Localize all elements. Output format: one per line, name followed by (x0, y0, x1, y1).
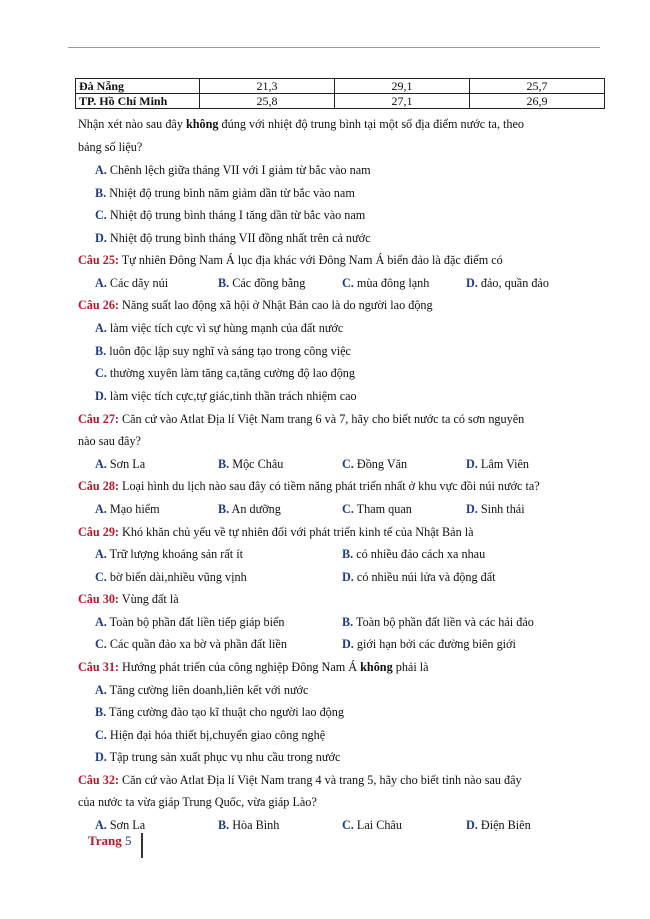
option-text: Đồng Văn (353, 457, 408, 471)
table-cell: 26,9 (470, 94, 605, 109)
q26-stem (78, 298, 433, 313)
q29-option-a (95, 547, 243, 562)
q32-stem (78, 773, 522, 788)
q24-option-c (95, 208, 365, 223)
q24-emphasis: không (185, 117, 219, 131)
q27-option-a (95, 457, 145, 472)
option-label: C. (342, 457, 354, 471)
question-label: Câu 28: (78, 479, 119, 493)
option-text: bờ biển dài,nhiều vũng vịnh (106, 570, 247, 584)
option-text: đảo, quần đảo (477, 276, 549, 290)
table-row (76, 79, 605, 94)
q32-option-d (466, 818, 531, 833)
q27-option-d (466, 457, 529, 472)
q28-option-d (466, 502, 525, 517)
temperature-table (75, 78, 605, 109)
table-cell-place: Đà Nẵng (76, 79, 200, 94)
q27-stem-line2: nào sau đây? (78, 434, 141, 448)
question-label: Câu 27: (78, 412, 119, 426)
q32-option-b (218, 818, 279, 833)
q30-option-d (342, 637, 516, 652)
option-label: C. (342, 276, 354, 290)
option-text: Chênh lệch giữa tháng VII với I giảm từ bắc vào nam (106, 163, 371, 177)
question-text: Loại hình du lịch nào sau đây có tiềm năng phát triển nhất ở khu vực đồi núi nước ta? (118, 479, 540, 493)
option-label: D. (342, 637, 354, 651)
q25-option-a (95, 276, 168, 291)
option-label: D. (466, 502, 478, 516)
option-label: A. (95, 502, 107, 516)
header-rule (68, 47, 600, 48)
q27-stem (78, 412, 524, 427)
option-label: D. (95, 389, 107, 403)
q27-option-c (342, 457, 407, 472)
option-text: Tăng cường đào tạo kĩ thuật cho người lao động (106, 705, 344, 719)
q29-option-b (342, 547, 485, 562)
q29-option-c (95, 570, 247, 585)
question-label: Câu 29: (78, 525, 119, 539)
option-text: Hòa Bình (229, 818, 280, 832)
q24-option-d (95, 231, 371, 246)
q26-option-a (95, 321, 343, 336)
option-label: B. (342, 615, 354, 629)
question-label: Câu 25: (78, 253, 119, 267)
q31-emphasis: không (360, 660, 393, 674)
q24-option-b (95, 186, 355, 201)
table-cell: 25,8 (200, 94, 335, 109)
q29-stem (78, 525, 474, 540)
option-label: B. (218, 818, 230, 832)
option-text: Toàn bộ phần đất liền và các hải đảo (353, 615, 534, 629)
option-text: làm việc tích cực vì sự hùng mạnh của đất nước (106, 321, 344, 335)
table-cell: 27,1 (335, 94, 470, 109)
option-label: D. (95, 750, 107, 764)
option-text: Mộc Châu (229, 457, 284, 471)
option-label: D. (95, 231, 107, 245)
q24-stem-text: đúng với nhiệt độ trung bình tại một số địa điểm nước ta, theo (218, 117, 525, 131)
option-label: A. (95, 615, 107, 629)
option-text: có nhiều núi lửa và động đất (353, 570, 496, 584)
option-label: C. (342, 818, 354, 832)
option-label: C. (342, 502, 354, 516)
option-label: A. (95, 457, 107, 471)
q26-option-b (95, 344, 351, 359)
q30-option-a (95, 615, 285, 630)
option-text: Sinh thái (477, 502, 525, 516)
option-text: Sơn La (106, 818, 146, 832)
table-row (76, 94, 605, 109)
q28-stem (78, 479, 540, 494)
option-text: Mạo hiểm (106, 502, 160, 516)
question-label: Câu 31: (78, 660, 119, 674)
option-text: Hiện đại hóa thiết bị,chuyển giao công nghệ (106, 728, 326, 742)
option-text: Toàn bộ phần đất liền tiếp giáp biển (106, 615, 285, 629)
q28-option-b (218, 502, 281, 517)
option-text: Các dãy núi (106, 276, 169, 290)
q31-option-c (95, 728, 325, 743)
question-text: Căn cứ vào Atlat Địa lí Việt Nam trang 4 và trang 5, hãy cho biết tỉnh nào sau đây (118, 773, 522, 787)
option-text: An dưỡng (229, 502, 281, 516)
q32-stem-line2: của nước ta vừa giáp Trung Quốc, vừa giáp Lào? (78, 795, 317, 809)
option-text: Tập trung sản xuất phục vụ nhu cầu trong nước (106, 750, 341, 764)
table-cell: 29,1 (335, 79, 470, 94)
q28-option-a (95, 502, 160, 517)
option-label: A. (95, 683, 107, 697)
q24-option-a (95, 163, 371, 178)
option-label: B. (218, 502, 230, 516)
question-label: Câu 32: (78, 773, 119, 787)
option-label: A. (95, 547, 107, 561)
option-text: giới hạn bởi các đường biên giới (353, 637, 516, 651)
footer-label: Trang (88, 833, 122, 848)
question-text: phải là (392, 660, 429, 674)
question-text: Vùng đất là (118, 592, 179, 606)
q32-option-c (342, 818, 402, 833)
q32-option-a (95, 818, 145, 833)
option-label: C. (95, 208, 107, 222)
option-text: làm việc tích cực,tự giác,tinh thần trách nhiệm cao (106, 389, 357, 403)
option-label: B. (342, 547, 354, 561)
option-label: C. (95, 728, 107, 742)
q26-option-c (95, 366, 355, 381)
option-text: Nhiệt độ trung bình tháng VII đồng nhất trên cả nước (106, 231, 371, 245)
q26-option-d (95, 389, 357, 404)
option-text: có nhiều đảo cách xa nhau (353, 547, 486, 561)
q24-stem-text: Nhận xét nào sau đây (78, 117, 186, 131)
option-text: Sơn La (106, 457, 146, 471)
option-text: Lai Châu (353, 818, 402, 832)
q31-option-a (95, 683, 308, 698)
option-text: Nhiệt độ trung bình năm giảm dần từ bắc vào nam (106, 186, 355, 200)
question-text: Căn cứ vào Atlat Địa lí Việt Nam trang 6 và 7, hãy cho biết nước ta có sơn nguyên (118, 412, 525, 426)
option-label: A. (95, 163, 107, 177)
option-label: D. (466, 818, 478, 832)
q25-option-d (466, 276, 549, 291)
option-text: thường xuyên làm tăng ca,tăng cường độ lao động (106, 366, 355, 380)
q30-option-b (342, 615, 534, 630)
option-text: Các đồng bằng (229, 276, 306, 290)
q28-option-c (342, 502, 412, 517)
q31-option-b (95, 705, 344, 720)
question-text: Tự nhiên Đông Nam Á lục địa khác với Đông Nam Á biển đảo là đặc điểm có (118, 253, 503, 267)
option-text: mùa đông lạnh (353, 276, 430, 290)
option-text: Trữ lượng khoáng sản rất ít (106, 547, 243, 561)
option-label: B. (95, 344, 107, 358)
page-footer (88, 833, 131, 849)
q29-option-d (342, 570, 496, 585)
q30-stem (78, 592, 179, 607)
option-label: C. (95, 366, 107, 380)
q27-option-b (218, 457, 283, 472)
q25-option-b (218, 276, 305, 291)
option-text: luôn độc lập suy nghĩ và sáng tạo trong công việc (106, 344, 351, 358)
question-text: Khó khăn chủ yếu về tự nhiên đối với phát triển kinh tế của Nhật Bản là (118, 525, 474, 539)
option-text: Điện Biên (477, 818, 531, 832)
page-number: 5 (124, 833, 132, 848)
option-label: B. (218, 276, 230, 290)
option-label: A. (95, 276, 107, 290)
option-label: D. (466, 457, 478, 471)
option-text: Các quần đảo xa bờ và phần đất liền (106, 637, 287, 651)
q31-stem (78, 660, 429, 675)
question-label: Câu 26: (78, 298, 119, 312)
question-text: Hướng phát triển của công nghiệp Đông Nam Á (118, 660, 361, 674)
option-label: C. (95, 570, 107, 584)
q25-stem (78, 253, 503, 268)
option-text: Lâm Viên (477, 457, 530, 471)
table-cell-place: TP. Hồ Chí Minh (76, 94, 200, 109)
footer-divider (141, 833, 143, 858)
question-label: Câu 30: (78, 592, 119, 606)
option-label: A. (95, 818, 107, 832)
question-text: Năng suất lao động xã hội ở Nhật Bản cao là do người lao động (118, 298, 433, 312)
option-label: B. (95, 186, 107, 200)
table-cell: 25,7 (470, 79, 605, 94)
q30-option-c (95, 637, 287, 652)
option-label: D. (466, 276, 478, 290)
q24-stem (78, 117, 524, 132)
q24-stem-line2: bảng số liệu? (78, 140, 143, 154)
option-text: Tăng cường liên doanh,liên kết với nước (106, 683, 309, 697)
table-cell: 21,3 (200, 79, 335, 94)
option-label: A. (95, 321, 107, 335)
option-label: C. (95, 637, 107, 651)
q31-option-d (95, 750, 340, 765)
option-text: Nhiệt độ trung bình tháng I tăng dần từ bắc vào nam (106, 208, 366, 222)
q25-option-c (342, 276, 429, 291)
option-label: D. (342, 570, 354, 584)
option-label: B. (218, 457, 230, 471)
option-text: Tham quan (353, 502, 412, 516)
option-label: B. (95, 705, 107, 719)
